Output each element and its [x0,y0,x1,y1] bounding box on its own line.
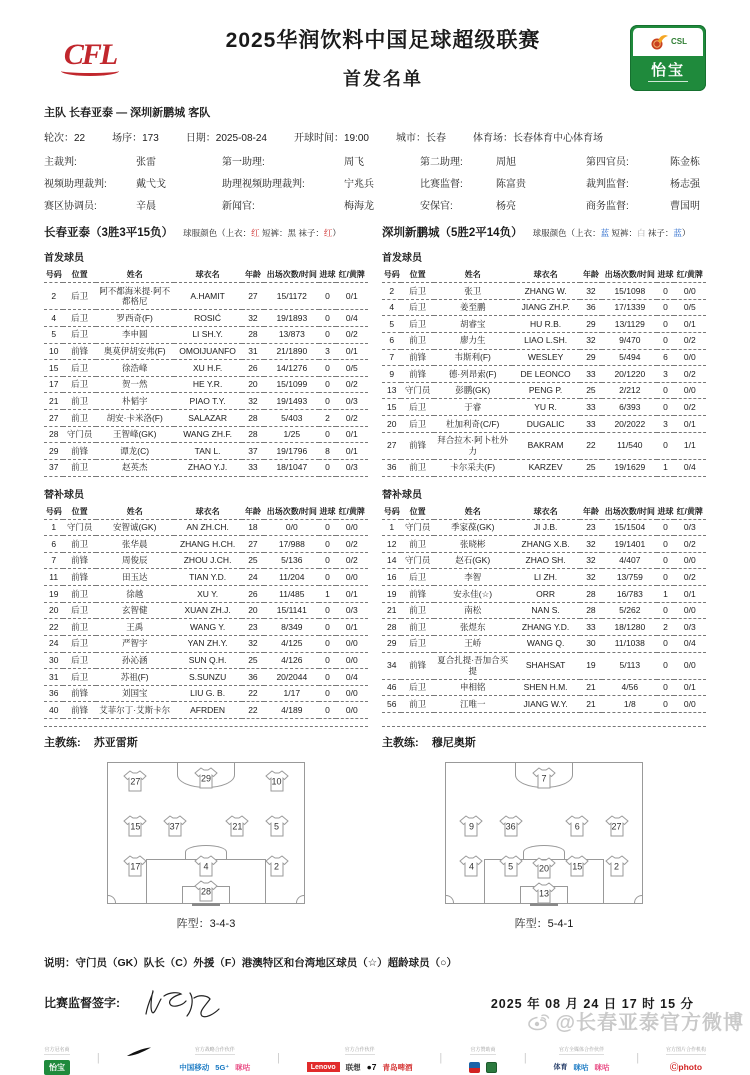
jersey-number: 28 [200,886,211,897]
jersey-number: 5 [508,861,514,872]
migu-video-logo: 咪咕 [573,1062,589,1072]
official-name: 周飞 [344,157,364,168]
sponsor-group-label: 官方全媒体合作伙伴 [558,1046,604,1053]
jersey-number: 7 [541,773,547,784]
player-jersey [193,880,219,903]
player-row: 11 前锋 田玉达 TIAN Y.D. 24 11/204 0 0/0 [44,569,368,586]
column-header: 进球 [657,267,673,283]
player-row: 16 后卫 李智 LI ZH. 32 13/759 0 0/2 [382,569,706,586]
away-coach-name: 穆尼奥斯 [431,736,476,749]
away-coach-label: 主教练: [382,736,419,749]
match-info-row [44,129,706,144]
official-role: 第四官员: [586,157,629,168]
title-block [136,24,630,91]
csl-yibao-logo [630,25,706,91]
official-role: 商务监督: [586,201,629,212]
player-row: 27 前卫 胡安·卡米洛(F) SALAZAR 28 5/403 2 0/2 [44,410,368,427]
away-team-column [382,224,706,931]
sponsor-divider: | [96,1051,100,1064]
sponsor-group-label: 官方战略合作伙伴 [194,1046,235,1053]
table-header-row [44,504,368,520]
official-name: 杨亮 [496,201,516,212]
home-kit-colors: 球服颜色（上衣：红 短裤：黑 袜子：红） [183,228,341,238]
jersey-number: 4 [203,861,209,872]
column-header: 位置 [401,504,433,520]
weibo-icon [527,1010,551,1032]
player-row: 6 前卫 张华晨 ZHANG H.CH. 27 17/988 0 0/2 [44,536,368,553]
official-role: 裁判监督: [586,179,629,190]
column-header: 位置 [401,267,433,283]
jersey-number: 27 [130,776,141,787]
player-jersey [264,769,290,792]
player-row: 9 前锋 德·列昂索(F) DE LEONCO 33 20/1220 3 0/2 [382,366,706,383]
column-header: 出场次数/时间 [602,504,657,520]
official-name: 陈金栋 [670,157,700,168]
cphoto-logo: Ⓒphoto [669,1062,703,1072]
official-role: 助理视频助理裁判: [222,179,305,190]
player-jersey [193,766,219,789]
home-team-name: 长春亚泰（3胜3平15负） [44,227,174,239]
player-row: 27 前锋 拜合拉木·阿卜杜外力 BAKRAM 22 11/540 0 1/1 [382,432,706,459]
tsingtao-logo: 青岛啤酒 [382,1062,413,1072]
jersey-number: 36 [505,821,516,831]
jersey-number: 13 [538,888,549,899]
sponsor-divider: | [636,1051,640,1064]
player-row: 13 守门员 彭鹏(GK) PENG P. 25 2/212 0 0/0 [382,382,706,399]
sponsor-group [44,1046,70,1075]
home-subs-label: 替补球员 [44,489,84,501]
column-header: 进球 [657,504,673,520]
corner-arc [296,895,304,903]
column-header: 位置 [63,504,95,520]
cfl-logo-text: CFL [63,37,117,71]
jersey-number: 29 [200,773,211,784]
official-role: 比赛监督: [420,179,463,190]
sponsor-group [469,1046,497,1075]
away-starters-table [382,267,706,477]
player-jersey [458,814,484,837]
column-header: 红/黄牌 [674,267,706,283]
yibao-logo-underline [648,81,688,85]
column-header: 年龄 [580,267,603,283]
sponsor-group [666,1046,706,1075]
shield-logo [469,1062,480,1073]
official-name: 宁兆兵 [344,179,374,190]
jersey-number: 6 [574,821,580,831]
column-header: 进球 [319,267,335,283]
sponsor-group-label: 官方合作伙伴 [344,1046,375,1053]
column-header: 号码 [44,267,63,283]
official-name: 梅海龙 [344,201,374,212]
official-role: 第二助理: [420,157,463,168]
corner-arc [108,895,116,903]
legend-note: 说明：守门员（GK）队长（C）外援（F）港澳特区和台湾地区球员（☆）超龄球员（○） [44,956,458,969]
jersey-number: 10 [271,776,282,787]
jersey-number: 2 [274,861,280,872]
player-row: 14 守门员 赵石(GK) ZHAO SH. 32 4/407 0 0/0 [382,552,706,569]
yibao-logo: 怡宝 [44,1060,70,1075]
player-row: 15 后卫 于睿 YU R. 33 6/393 0 0/2 [382,399,706,416]
player-jersey [564,855,590,878]
player-jersey [531,766,557,789]
jersey-number: 15 [130,821,141,831]
teams-area [44,224,706,931]
official-name: 陈富贵 [496,179,526,190]
jersey-number: 9 [468,821,474,831]
jersey-number: 20 [538,863,549,873]
watermark [527,1006,744,1035]
player-row: 28 前卫 张煜东 ZHANG Y.D. 33 18/1280 2 0/3 [382,619,706,636]
player-jersey [122,855,148,878]
player-row: 19 前卫 徐越 XU Y. 26 11/485 1 0/1 [44,586,368,603]
migu-logo: 咪咕 [235,1062,251,1072]
sponsor-strip [44,1046,706,1075]
corner-arc [446,895,454,903]
sponsor-group-label: 官方冠名商 [44,1046,70,1053]
circle7-logo: ●7 [366,1062,377,1072]
column-header: 位置 [63,267,95,283]
home-coach-label: 主教练: [44,736,81,749]
player-row: 20 后卫 玄智健 XUAN ZH.J. 20 15/1141 0 0/3 [44,602,368,619]
away-formation-pitch [445,762,643,904]
player-jersey [458,855,484,878]
officials-grid [44,153,706,212]
player-jersey [162,814,188,837]
player-row: 37 前卫 赵英杰 ZHAO Y.J. 33 18/1047 0 0/3 [44,459,368,476]
sponsor-divider: | [439,1051,443,1064]
away-formation-label: 阵型：5-4-1 [514,917,574,930]
official-name: 曹国明 [670,201,700,212]
player-row: 17 后卫 贺一然 HE Y.R. 20 15/1099 0 0/2 [44,376,368,393]
jersey-number: 21 [232,821,243,831]
official-role: 新闻官: [222,201,255,212]
player-row: 10 前锋 奥莫伊胡安弗(F) OMOIJUANFO 31 21/1890 3 0/1 [44,343,368,360]
player-jersey [122,769,148,792]
green-square-logo [486,1062,497,1073]
sponsor-group [96,1046,100,1064]
player-row: 19 前锋 安永佳(☆) ORR 28 16/783 1 0/1 [382,586,706,603]
player-row: 31 后卫 苏祖(F) S.SUNZU 36 20/2044 0 0/4 [44,669,368,686]
column-header: 号码 [382,504,401,520]
player-row: 15 后卫 徐浩峰 XU H.F. 26 14/1276 0 0/5 [44,360,368,377]
home-team-column [44,224,368,931]
column-header: 球衣名 [174,504,242,520]
column-header: 姓名 [96,504,174,520]
sponsor-group [126,1046,152,1061]
player-row: 4 后卫 罗西奇(F) ROSIĆ 32 19/1893 0 0/4 [44,310,368,327]
goal-bar [192,903,220,906]
home-subs-table [44,504,368,720]
column-header: 年龄 [242,504,265,520]
official-name: 辛晨 [136,201,156,212]
player-row: 22 前卫 王禹 WANG Y. 23 8/349 0 0/1 [44,619,368,636]
column-header: 年龄 [580,504,603,520]
sponsor-group-label: 官方赞助商 [470,1046,496,1053]
home-formation-label: 阵型：3-4-3 [176,917,236,930]
column-header: 球衣名 [512,267,580,283]
player-row: 12 前卫 张晓彬 ZHANG X.B. 32 19/1401 0 0/2 [382,536,706,553]
lenovo-cn-logo: 联想 [345,1062,361,1072]
player-row: 21 前卫 南松 NAN S. 28 5/262 0 0/0 [382,602,706,619]
info-item: 轮次：22 [44,133,86,144]
signature-label: 比赛监督签字: [44,996,120,1010]
official-role: 视频助理裁判: [44,179,107,190]
player-jersey [264,814,290,837]
player-row: 34 前锋 夏合扎提·吾加合买提 SHAHSAT 19 5/113 0 0/0 [382,652,706,679]
info-item: 场序：173 [112,133,159,144]
player-row: 29 后卫 王峤 WANG Q. 30 11/1038 0 0/4 [382,635,706,652]
info-item: 城市：长春 [396,133,446,144]
watermark-text: @长春亚泰官方微博 [555,1012,744,1034]
column-header: 球衣名 [174,267,242,283]
sponsor-group [439,1046,443,1064]
sponsor-group [179,1046,250,1075]
jersey-number: 4 [468,861,474,872]
csl-emblem [633,28,703,56]
sponsor-group [636,1046,640,1064]
home-formation-pitch [107,762,305,904]
column-header: 红/黄牌 [336,267,368,283]
sponsor-group-label: 官方图片合作机构 [665,1046,706,1053]
jersey-number: 17 [130,861,141,872]
sponsor-group [523,1046,527,1064]
jersey-number: 27 [611,821,622,831]
sponsor-group [307,1046,413,1075]
lenovo-logo: Lenovo [307,1062,340,1072]
table-header-row [44,267,368,283]
player-row: 28 守门员 王智峰(GK) WANG ZH.F. 28 1/25 0 0/1 [44,426,368,443]
player-row: 24 后卫 严智宇 YAN ZH.Y. 32 4/125 0 0/0 [44,635,368,652]
sponsor-group [553,1046,609,1075]
column-header: 号码 [44,504,63,520]
column-header: 年龄 [242,267,265,283]
official-role: 赛区协调员: [44,201,97,212]
player-row: 2 后卫 张卫 ZHANG W. 32 15/1098 0 0/0 [382,283,706,300]
sponsor-divider: | [277,1051,280,1064]
player-jersey [498,814,524,837]
column-header: 姓名 [434,267,512,283]
player-row: 5 后卫 胡睿宝 HU R.B. 29 13/1129 0 0/1 [382,316,706,333]
player-jersey [531,856,557,879]
jersey-number: 2 [614,861,620,872]
player-jersey [604,814,630,837]
player-row: 21 前卫 朴韬宇 PIAO T.Y. 32 19/1493 0 0/3 [44,393,368,410]
page-subtitle: 首发名单 [343,69,423,89]
official-name: 张雷 [136,157,156,168]
player-jersey [604,855,630,878]
player-jersey [264,855,290,878]
migu-music-logo: 咪咕 [594,1062,610,1072]
sponsor-group [277,1046,280,1064]
supervisor-signature [134,986,222,1020]
cfl-logo [44,37,136,76]
player-row: 7 前锋 韦斯利(F) WESLEY 29 5/494 6 0/0 [382,349,706,366]
sponsor-divider: | [523,1051,527,1064]
csl-ball-icon [649,32,669,52]
nike-logo [126,1044,152,1062]
5g-logo: 5G⁺ [215,1062,230,1072]
player-row: 20 后卫 杜加利奇(C/F) DUGALIC 33 20/2022 3 0/1 [382,416,706,433]
official-name: 杨志强 [670,179,700,190]
player-jersey [564,814,590,837]
signing-datetime: 2025 年 08 月 24 日 17 时 15 分 [490,996,694,1011]
player-row: 36 前锋 刘国宝 LIU G. B. 22 1/17 0 0/0 [44,685,368,702]
corner-arc [634,895,642,903]
column-header: 进球 [319,504,335,520]
page-title: 2025华润饮料中国足球超级联赛 [225,29,541,52]
home-coach-name: 苏亚雷斯 [93,736,138,749]
player-row: 6 前卫 廖力生 LIAO L.SH. 32 9/470 0 0/2 [382,332,706,349]
away-starters-label: 首发球员 [382,253,422,264]
player-row: 7 前锋 周俊辰 ZHOU J.CH. 25 5/136 0 0/2 [44,552,368,569]
info-item: 体育场：长春体育中心体育场 [473,133,603,144]
info-item: 开球时间：19:00 [293,133,369,144]
away-subs-label: 替补球员 [382,489,422,501]
table-header-row [382,504,706,520]
player-row: 29 前锋 谭龙(C) TAN L. 37 19/1796 8 0/1 [44,443,368,460]
column-header: 出场次数/时间 [264,504,319,520]
official-role: 第一助理: [222,157,265,168]
player-row: 36 前卫 卡尔采夫(F) KARZEV 25 19/1629 1 0/4 [382,459,706,476]
header [44,24,706,91]
away-subs-table [382,504,706,714]
csl-logo-text: CSL [671,37,687,46]
home-starters-label: 首发球员 [44,253,84,264]
player-jersey [498,855,524,878]
home-starters-table [44,267,368,477]
player-row: 5 后卫 李申圆 LI SH.Y. 28 13/873 0 0/2 [44,326,368,343]
player-row: 56 前卫 江唯一 JIANG W.Y. 21 1/8 0 0/0 [382,696,706,713]
info-item: 日期：2025-08-24 [185,133,267,144]
column-header: 姓名 [434,504,512,520]
column-header: 球衣名 [512,504,580,520]
player-row: 1 守门员 安智诚(GK) AN ZH.CH. 18 0/0 0 0/0 [44,519,368,536]
player-row: 46 后卫 申相铭 SHEN H.M. 21 4/56 0 0/1 [382,679,706,696]
player-row: 4 后卫 姜至鹏 JIANG ZH.P. 36 17/1339 0 0/5 [382,299,706,316]
player-jersey [224,814,250,837]
player-jersey [193,855,219,878]
official-name: 周旭 [496,157,516,168]
table-header-row [382,267,706,283]
player-row: 2 后卫 阿不都海米提·阿不都格尼 A.HAMIT 27 15/1172 0 0/1 [44,283,368,310]
jersey-number: 37 [169,821,180,831]
matchup-line: 主队 长春亚泰 — 深圳新鹏城 客队 [44,107,211,119]
sports-media-logo: 体育 [553,1064,568,1071]
column-header: 姓名 [96,267,174,283]
away-kit-colors: 球服颜色（上衣：蓝 短裤：白 袜子：蓝） [532,228,691,238]
player-row: 1 守门员 季家葆(GK) JI J.B. 23 15/1504 0 0/3 [382,519,706,536]
away-coach-line [382,726,706,750]
official-name: 戴弋戈 [136,179,166,190]
away-team-name: 深圳新鹏城（5胜2平14负） [382,227,523,239]
yibao-logo-text: 怡宝 [650,61,685,79]
player-jersey [531,881,557,904]
column-header: 出场次数/时间 [602,267,657,283]
player-row: 40 前锋 艾菲尔丁·艾斯卡尔 AFRDEN 22 4/189 0 0/0 [44,702,368,719]
official-role: 主裁判: [44,157,77,168]
column-header: 出场次数/时间 [264,267,319,283]
column-header: 红/黄牌 [674,504,706,520]
home-coach-line [44,726,368,750]
china-mobile-logo: 中国移动 [179,1062,210,1072]
jersey-number: 15 [572,861,583,872]
player-row: 30 后卫 孙沁涵 SUN Q.H. 25 4/126 0 0/0 [44,652,368,669]
player-jersey [122,814,148,837]
jersey-number: 5 [274,821,280,831]
column-header: 号码 [382,267,401,283]
official-role: 安保官: [420,201,453,212]
column-header: 红/黄牌 [336,504,368,520]
